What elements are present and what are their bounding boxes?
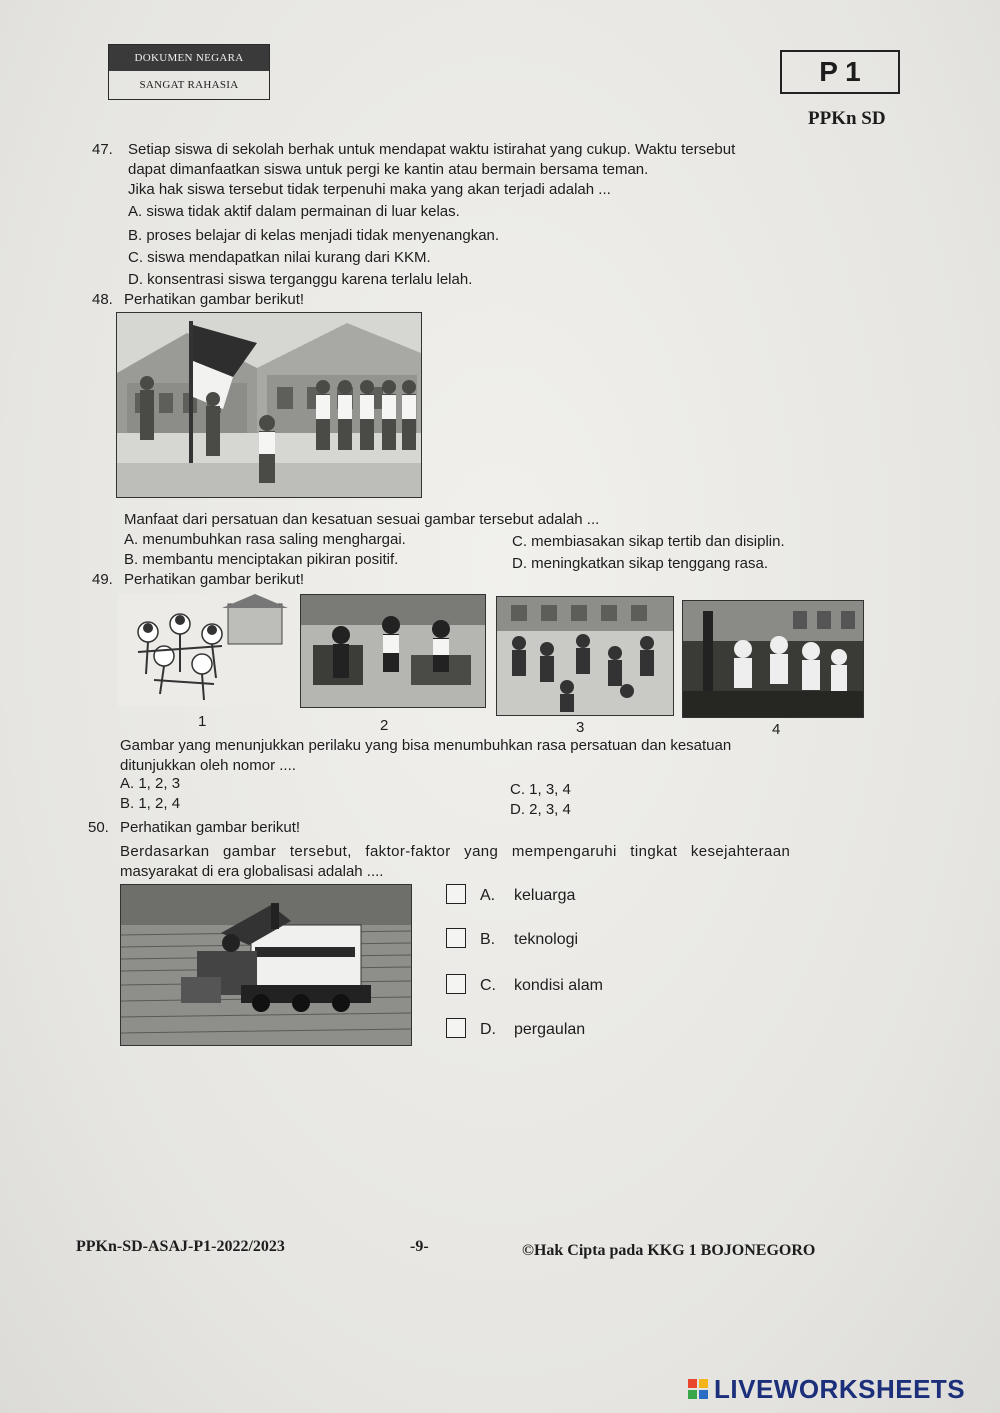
q47-option-a[interactable]: A. siswa tidak aktif dalam permainan di luar kelas. [128,203,460,220]
q49-question-line-1: Gambar yang menunjukkan perilaku yang bisa menumbuhkan rasa persatuan dan kesatuan [120,737,732,754]
q48-question: Manfaat dari persatuan dan kesatuan sesuai gambar tersebut adalah ... [124,511,600,528]
q50-checkbox-a[interactable] [446,884,466,904]
q50-option-d-text[interactable]: pergaulan [514,1021,586,1038]
q49-label-4: 4 [772,721,781,738]
q47-option-c[interactable]: C. siswa mendapatkan nilai kurang dari KKM. [128,249,431,266]
q50-option-b-letter: B. [480,931,496,948]
q50-prompt: Perhatikan gambar berikut! [120,819,301,836]
q48-option-c[interactable]: C. membiasakan sikap tertib dan disiplin. [512,533,785,550]
q49-prompt: Perhatikan gambar berikut! [124,571,305,588]
q50-question-line-2: masyarakat di era globalisasi adalah .... [120,863,384,880]
liveworksheets-watermark [688,1374,965,1404]
q50-option-c-letter: C. [480,977,496,994]
q50-option-a-text[interactable]: keluarga [514,887,576,904]
q48-prompt: Perhatikan gambar berikut! [124,291,305,308]
q50-question-line-1: Berdasarkan gambar tersebut, faktor-faktor yang mempengaruhi tingkat kesejahteraan [120,843,791,860]
q50-option-d-letter: D. [480,1021,496,1038]
q49-option-d[interactable]: D. 2, 3, 4 [510,801,571,818]
flag-ceremony-image [116,312,422,498]
q47-line-2: dapat dimanfaatkan siswa untuk pergi ke kantin atau bermain bersama teman. [128,161,649,178]
q47-option-d[interactable]: D. konsentrasi siswa terganggu karena terlalu lelah. [128,271,473,288]
q48-number: 48. [92,291,113,308]
q50-option-c-text[interactable]: kondisi alam [514,977,603,994]
q49-number: 49. [92,571,113,588]
q49-question-line-2: ditunjukkan oleh nomor .... [120,757,296,774]
q49-label-3: 3 [576,719,585,736]
q47-option-b[interactable]: B. proses belajar di kelas menjadi tidak menyenangkan. [128,227,500,244]
q48-option-a[interactable]: A. menumbuhkan rasa saling menghargai. [124,531,406,548]
liveworksheets-brand: LIVEWORKSHEETS [714,1373,966,1404]
q49-label-1: 1 [198,713,207,730]
classification-bottom: SANGAT RAHASIA [139,79,239,91]
q50-checkbox-c[interactable] [446,974,466,994]
q49-image-1 [118,594,290,706]
q50-checkbox-b[interactable] [446,928,466,948]
rice-harvester-image [120,884,412,1046]
q49-image-4 [682,600,864,718]
q49-image-2 [300,594,486,708]
q47-line-3: Jika hak siswa tersebut tidak terpenuhi maka yang akan terjadi adalah ... [128,181,611,198]
q50-option-b-text[interactable]: teknologi [514,931,579,948]
classification-box [108,44,270,100]
q47-line-1: Setiap siswa di sekolah berhak untuk mendapat waktu istirahat yang cukup. Waktu tersebut [128,141,736,158]
q48-option-d[interactable]: D. meningkatkan sikap tenggang rasa. [512,555,768,572]
q49-option-a[interactable]: A. 1, 2, 3 [120,775,181,792]
q47-number: 47. [92,141,113,158]
classification-top: DOKUMEN NEGARA [109,45,269,71]
q50-number: 50. [88,819,109,836]
q50-option-a-letter: A. [480,887,496,904]
subject-title: PPKn SD [808,108,886,129]
q49-option-b[interactable]: B. 1, 2, 4 [120,795,181,812]
footer-copyright: ©Hak Cipta pada KKG 1 BOJONEGORO [522,1242,816,1259]
q49-image-3 [496,596,674,716]
paper-code: P 1 [780,50,900,94]
q49-label-2: 2 [380,717,389,734]
footer-code: PPKn-SD-ASAJ-P1-2022/2023 [76,1238,285,1255]
liveworksheets-logo-icon [688,1379,708,1399]
q49-option-c[interactable]: C. 1, 3, 4 [510,781,571,798]
q48-option-b[interactable]: B. membantu menciptakan pikiran positif. [124,551,399,568]
q50-checkbox-d[interactable] [446,1018,466,1038]
footer-page-number: -9- [410,1238,429,1255]
